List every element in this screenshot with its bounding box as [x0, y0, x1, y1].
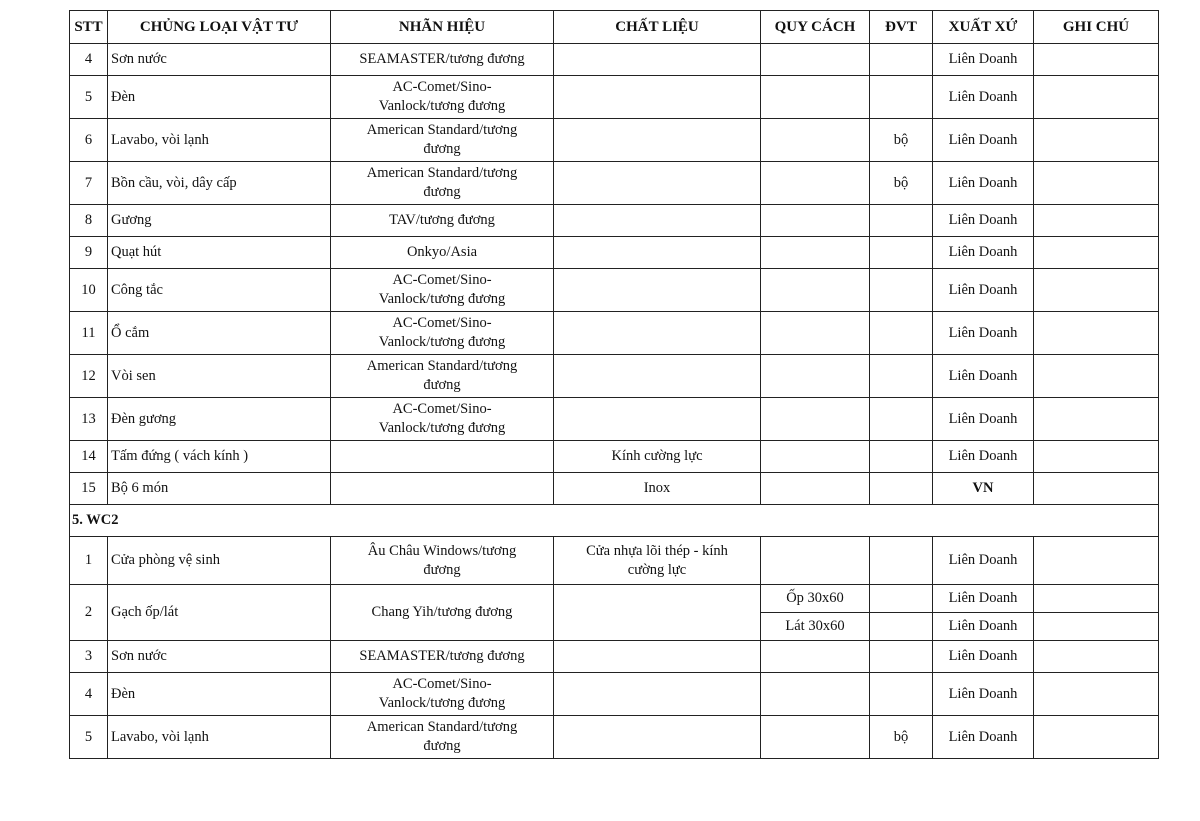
cell-unit: bộ	[870, 119, 933, 162]
cell-unit	[870, 441, 933, 473]
cell-stt: 11	[70, 312, 108, 355]
cell-origin: Liên Doanh	[933, 44, 1034, 76]
cell-brand: AC-Comet/Sino-Vanlock/tương đương	[331, 398, 554, 441]
cell-origin: Liên Doanh	[933, 205, 1034, 237]
cell-brand	[331, 441, 554, 473]
cell-stt: 3	[70, 641, 108, 673]
table-row	[70, 537, 1159, 585]
section-title: 5. WC2	[70, 505, 1159, 537]
cell-stt: 1	[70, 537, 108, 585]
cell-brand: AC-Comet/Sino-Vanlock/tương đương	[331, 312, 554, 355]
cell-brand: Âu Châu Windows/tương đương	[331, 537, 554, 585]
cell-material	[554, 205, 761, 237]
cell-item: Đèn	[108, 76, 331, 119]
cell-note	[1034, 119, 1159, 162]
cell-material: Inox	[554, 473, 761, 505]
cell-note	[1034, 205, 1159, 237]
cell-brand: TAV/tương đương	[331, 205, 554, 237]
cell-spec	[761, 44, 870, 76]
cell-unit	[870, 673, 933, 716]
cell-stt: 9	[70, 237, 108, 269]
cell-unit	[870, 398, 933, 441]
cell-item: Công tắc	[108, 269, 331, 312]
cell-stt: 4	[70, 673, 108, 716]
cell-spec	[761, 398, 870, 441]
cell-item: Sơn nước	[108, 641, 331, 673]
cell-note	[1034, 537, 1159, 585]
cell-origin: Liên Doanh	[933, 76, 1034, 119]
cell-item: Gạch ốp/lát	[108, 585, 331, 641]
col-header-brand: NHÃN HIỆU	[331, 11, 554, 44]
cell-unit	[870, 269, 933, 312]
cell-unit	[870, 312, 933, 355]
cell-material: Kính cường lực	[554, 441, 761, 473]
table-row	[70, 119, 1159, 162]
cell-note	[1034, 44, 1159, 76]
cell-origin: Liên Doanh	[933, 613, 1034, 641]
cell-unit	[870, 613, 933, 641]
cell-note	[1034, 641, 1159, 673]
cell-item: Đèn	[108, 673, 331, 716]
cell-stt: 7	[70, 162, 108, 205]
cell-material: Cửa nhựa lõi thép - kính cường lực	[554, 537, 761, 585]
cell-unit: bộ	[870, 716, 933, 759]
cell-note	[1034, 473, 1159, 505]
cell-material	[554, 312, 761, 355]
cell-origin: Liên Doanh	[933, 641, 1034, 673]
table-row	[70, 398, 1159, 441]
cell-brand: Chang Yih/tương đương	[331, 585, 554, 641]
cell-origin: VN	[933, 473, 1034, 505]
cell-spec	[761, 76, 870, 119]
col-header-origin: XUẤT XỨ	[933, 11, 1034, 44]
table-row	[70, 76, 1159, 119]
cell-material	[554, 76, 761, 119]
cell-spec	[761, 269, 870, 312]
cell-brand: SEAMASTER/tương đương	[331, 641, 554, 673]
cell-spec: Ốp 30x60	[761, 585, 870, 613]
cell-brand	[331, 473, 554, 505]
table-row	[70, 441, 1159, 473]
header-row	[70, 11, 1159, 44]
cell-brand: SEAMASTER/tương đương	[331, 44, 554, 76]
cell-stt: 2	[70, 585, 108, 641]
cell-spec	[761, 537, 870, 585]
cell-note	[1034, 716, 1159, 759]
cell-spec	[761, 641, 870, 673]
cell-spec	[761, 237, 870, 269]
cell-note	[1034, 237, 1159, 269]
cell-spec	[761, 312, 870, 355]
cell-spec	[761, 162, 870, 205]
cell-stt: 5	[70, 76, 108, 119]
cell-item: Bồn cầu, vòi, dây cấp	[108, 162, 331, 205]
cell-spec	[761, 355, 870, 398]
cell-unit	[870, 585, 933, 613]
cell-origin: Liên Doanh	[933, 237, 1034, 269]
cell-origin: Liên Doanh	[933, 162, 1034, 205]
table-row	[70, 44, 1159, 76]
cell-unit	[870, 76, 933, 119]
cell-origin: Liên Doanh	[933, 269, 1034, 312]
cell-spec	[761, 119, 870, 162]
cell-unit: bộ	[870, 162, 933, 205]
cell-stt: 8	[70, 205, 108, 237]
table-row	[70, 237, 1159, 269]
cell-item: Cửa phòng vệ sinh	[108, 537, 331, 585]
cell-origin: Liên Doanh	[933, 673, 1034, 716]
cell-spec	[761, 673, 870, 716]
cell-unit	[870, 205, 933, 237]
cell-brand: American Standard/tương đương	[331, 119, 554, 162]
cell-brand: Onkyo/Asia	[331, 237, 554, 269]
cell-item: Lavabo, vòi lạnh	[108, 119, 331, 162]
cell-note	[1034, 312, 1159, 355]
table-row	[70, 312, 1159, 355]
col-header-stt: STT	[70, 11, 108, 44]
cell-stt: 15	[70, 473, 108, 505]
table-row	[70, 205, 1159, 237]
cell-origin: Liên Doanh	[933, 312, 1034, 355]
cell-spec	[761, 441, 870, 473]
cell-material	[554, 355, 761, 398]
cell-item: Vòi sen	[108, 355, 331, 398]
col-header-material: CHẤT LIỆU	[554, 11, 761, 44]
col-header-unit: ĐVT	[870, 11, 933, 44]
cell-origin: Liên Doanh	[933, 398, 1034, 441]
table-row	[70, 473, 1159, 505]
cell-note	[1034, 441, 1159, 473]
cell-note	[1034, 585, 1159, 613]
cell-material	[554, 673, 761, 716]
table-row	[70, 162, 1159, 205]
cell-spec: Lát 30x60	[761, 613, 870, 641]
table-row	[70, 269, 1159, 312]
cell-item: Lavabo, vòi lạnh	[108, 716, 331, 759]
cell-origin: Liên Doanh	[933, 441, 1034, 473]
cell-origin: Liên Doanh	[933, 119, 1034, 162]
cell-origin: Liên Doanh	[933, 716, 1034, 759]
col-header-note: GHI CHÚ	[1034, 11, 1159, 44]
cell-material	[554, 641, 761, 673]
cell-unit	[870, 641, 933, 673]
cell-stt: 12	[70, 355, 108, 398]
cell-stt: 13	[70, 398, 108, 441]
col-header-item: CHỦNG LOẠI VẬT TƯ	[108, 11, 331, 44]
cell-note	[1034, 673, 1159, 716]
cell-note	[1034, 355, 1159, 398]
cell-spec	[761, 716, 870, 759]
cell-spec	[761, 205, 870, 237]
cell-unit	[870, 237, 933, 269]
cell-material	[554, 398, 761, 441]
cell-stt: 5	[70, 716, 108, 759]
cell-item: Tấm đứng ( vách kính )	[108, 441, 331, 473]
cell-material	[554, 119, 761, 162]
cell-material	[554, 269, 761, 312]
cell-item: Đèn gương	[108, 398, 331, 441]
cell-unit	[870, 355, 933, 398]
cell-stt: 4	[70, 44, 108, 76]
cell-material	[554, 44, 761, 76]
cell-unit	[870, 44, 933, 76]
cell-note	[1034, 269, 1159, 312]
cell-brand: AC-Comet/Sino-Vanlock/tương đương	[331, 269, 554, 312]
cell-unit	[870, 473, 933, 505]
cell-stt: 6	[70, 119, 108, 162]
table-row	[70, 716, 1159, 759]
cell-item: Gương	[108, 205, 331, 237]
materials-table	[69, 10, 1159, 759]
cell-material	[554, 585, 761, 641]
cell-brand: AC-Comet/Sino-Vanlock/tương đương	[331, 76, 554, 119]
cell-brand: AC-Comet/Sino-Vanlock/tương đương	[331, 673, 554, 716]
table-row	[70, 641, 1159, 673]
cell-brand: American Standard/tương đương	[331, 355, 554, 398]
cell-item: Ổ cắm	[108, 312, 331, 355]
cell-item: Quạt hút	[108, 237, 331, 269]
table-row	[70, 355, 1159, 398]
cell-note	[1034, 76, 1159, 119]
section-row	[70, 505, 1159, 537]
cell-note	[1034, 162, 1159, 205]
cell-item: Bộ 6 món	[108, 473, 331, 505]
cell-spec	[761, 473, 870, 505]
cell-note	[1034, 398, 1159, 441]
table-row	[70, 585, 1159, 613]
cell-material	[554, 716, 761, 759]
cell-material	[554, 237, 761, 269]
cell-stt: 10	[70, 269, 108, 312]
cell-brand: American Standard/tương đương	[331, 162, 554, 205]
cell-stt: 14	[70, 441, 108, 473]
cell-brand: American Standard/tương đương	[331, 716, 554, 759]
cell-unit	[870, 537, 933, 585]
cell-origin: Liên Doanh	[933, 537, 1034, 585]
cell-origin: Liên Doanh	[933, 355, 1034, 398]
cell-origin: Liên Doanh	[933, 585, 1034, 613]
table-row	[70, 673, 1159, 716]
col-header-spec: QUY CÁCH	[761, 11, 870, 44]
cell-item: Sơn nước	[108, 44, 331, 76]
cell-note	[1034, 613, 1159, 641]
cell-material	[554, 162, 761, 205]
